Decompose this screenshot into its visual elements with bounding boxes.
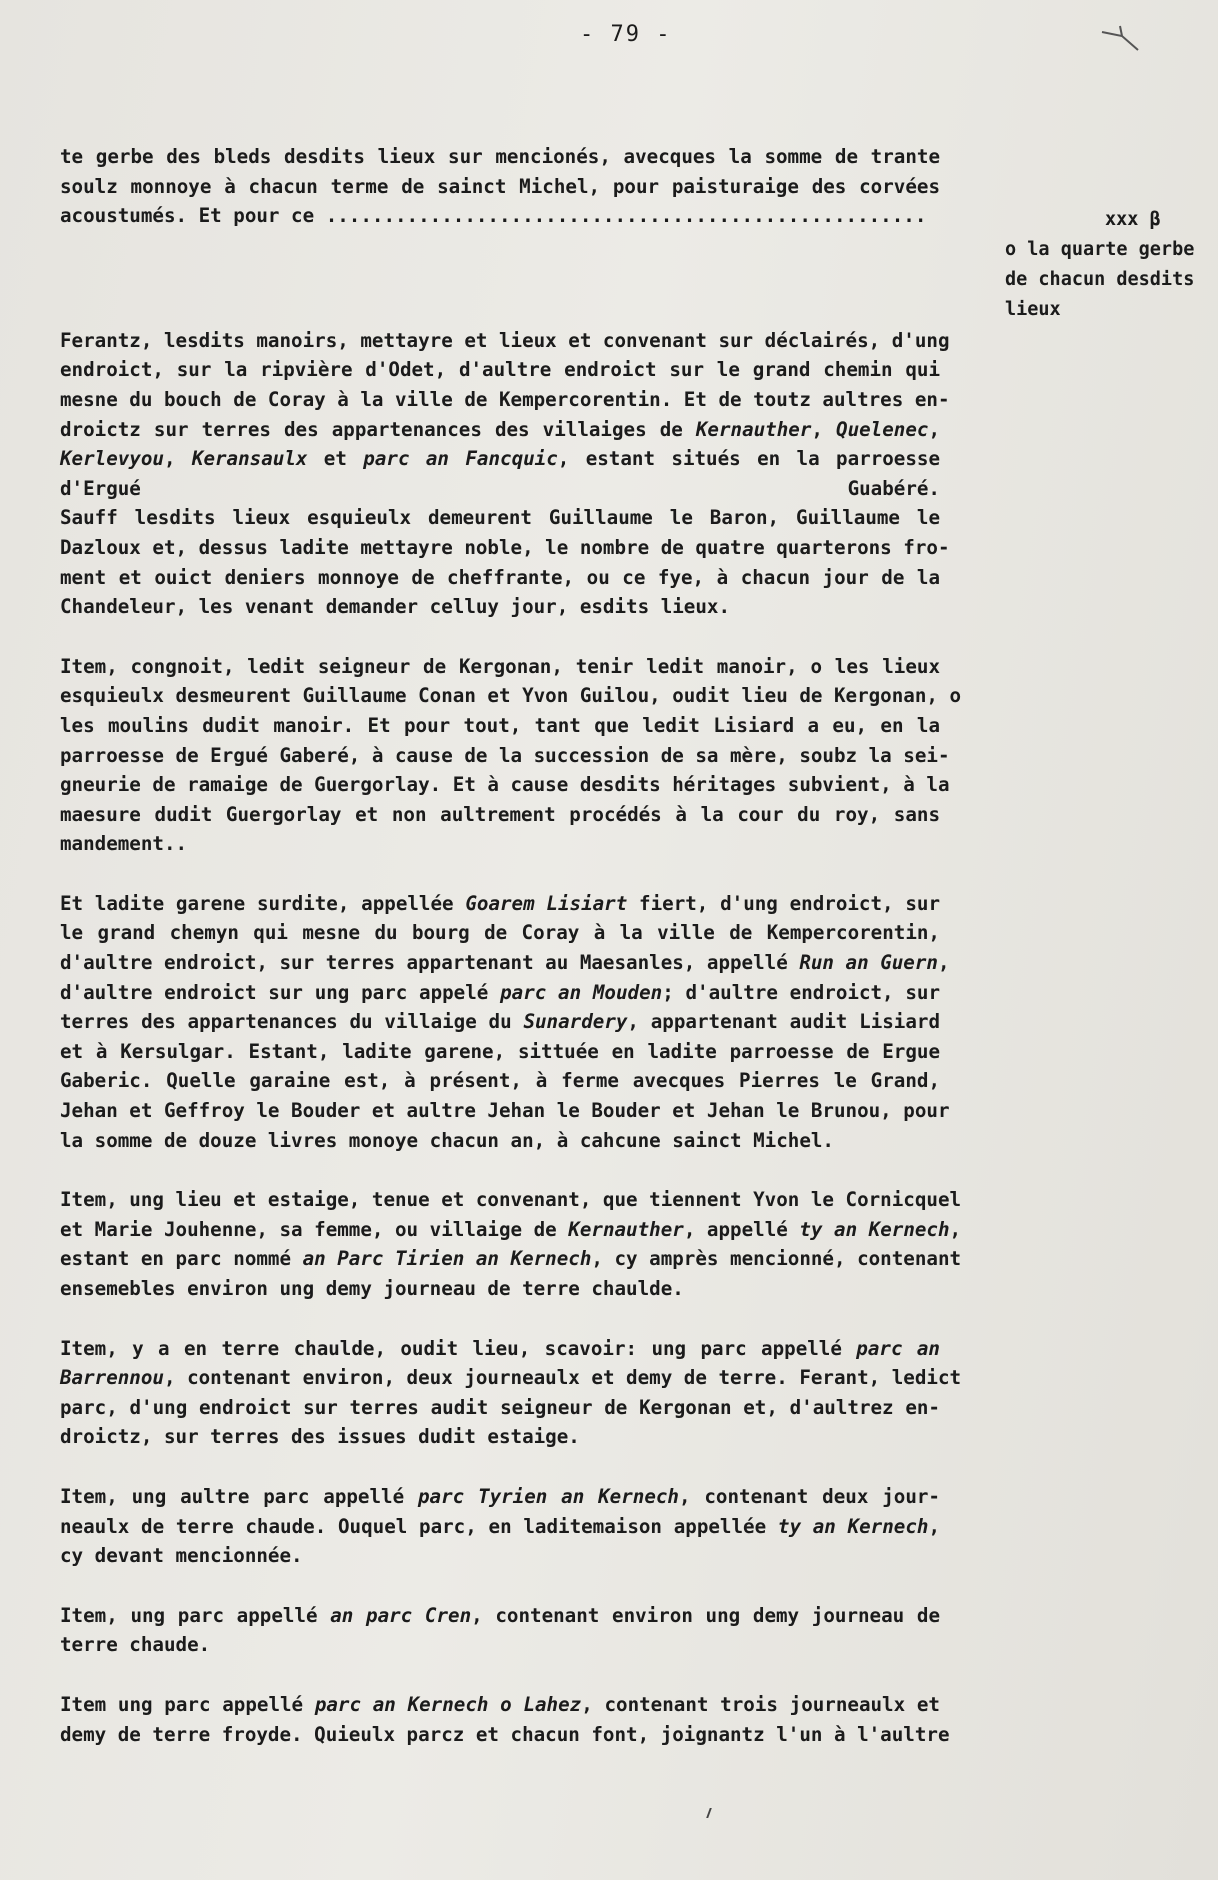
text-line: Ferantz, lesdits manoirs, mettayre et lieux et convenant sur déclairés, d'ung xyxy=(60,328,950,352)
text-line: maesure dudit Guergorlay et non aultrement procédés à la cour du roy, sans xyxy=(60,802,940,826)
text-line: mandement.. xyxy=(60,832,188,856)
text-line: parc, d'ung endroict sur terres audit seigneur de Kergonan et, d'aultrez en- xyxy=(60,1395,940,1419)
text-line: et à Kersulgar. Estant, ladite garene, sittuée en ladite parroesse de Ergue xyxy=(60,1039,940,1063)
text-line: droictz, sur terres des issues dudit estaige. xyxy=(60,1425,580,1449)
margin-note-line: de chacun desdits xyxy=(1005,269,1195,290)
text-line: endroict, sur la ripvière d'Odet, d'aultre endroict sur le grand chemin qui xyxy=(60,358,940,382)
text-line: estant en parc nommé an Parc Tirien an Kernech, cy amprès mencionné, contenant xyxy=(60,1247,962,1271)
text-line: Item, ung lieu et estaige, tenue et convenant, que tiennent Yvon le Cornicquel xyxy=(60,1188,962,1212)
margin-note xyxy=(1005,205,1215,325)
text-line: Et ladite garene surdite, appellée Goarem Lisiart fiert, d'ung endroict, sur xyxy=(60,891,940,915)
margin-note-ref: xxx β xyxy=(1105,209,1161,230)
text-line: Item ung parc appellé parc an Kernech o Lahez, contenant trois journeaulx et xyxy=(60,1692,940,1716)
margin-note-line: o la quarte gerbe xyxy=(1005,239,1195,260)
text-line: neaulx de terre chaude. Ouquel parc, en laditemaison appellée ty an Kernech, xyxy=(60,1514,940,1538)
text-line: parroesse de Ergué Gaberé, à cause de la succession de sa mère, soubz la sei- xyxy=(60,743,950,767)
text-line: terres des appartenances du villaige du Sunardery, appartenant audit Lisiard xyxy=(60,1010,941,1034)
text-line: Jehan et Geffroy le Bouder et aultre Jehan le Bouder et Jehan le Brunou, pour xyxy=(60,1099,950,1123)
text-line: demy de terre froyde. Quieulx parcz et chacun font, joignantz l'un à l'aultre xyxy=(60,1722,950,1746)
text-line: Item, ung aultre parc appellé parc Tyrien an Kernech, contenant deux jour- xyxy=(60,1484,940,1508)
paragraph xyxy=(60,652,962,859)
text-line: acoustumés. Et pour ce .................................................... xyxy=(60,204,927,228)
paragraph xyxy=(60,1690,950,1749)
paragraph xyxy=(60,142,940,231)
text-line: soulz monnoye à chacun terme de sainct Michel, pour paisturaige des corvées xyxy=(60,174,940,198)
paragraph xyxy=(60,1334,962,1452)
text-line: le grand chemyn qui mesne du bourg de Coray à la ville de Kempercorentin, xyxy=(60,921,940,945)
text-line: les moulins dudit manoir. Et pour tout, tant que ledit Lisiard a eu, en la xyxy=(60,713,940,737)
text-line: et Marie Jouhenne, sa femme, ou villaige de Kernauther, appellé ty an Kernech, xyxy=(60,1217,962,1241)
text-line: d'Ergué Guabéré. xyxy=(60,476,940,500)
paragraph xyxy=(60,889,950,1155)
document-body xyxy=(60,142,962,1749)
text-line: Barrennou, contenant environ, deux journeaulx et demy de terre. Ferant, ledict xyxy=(60,1366,962,1390)
margin-note-line: lieux xyxy=(1005,299,1061,320)
corner-tick-mark xyxy=(1100,22,1140,52)
stray-mark xyxy=(706,1808,718,1818)
text-line: terre chaude. xyxy=(60,1633,211,1657)
text-line: ment et ouict deniers monnoye de cheffrante, ou ce fye, à chacun jour de la xyxy=(60,565,940,589)
paragraph xyxy=(60,1185,962,1303)
text-line: esquieulx desmeurent Guillaume Conan et Yvon Guilou, oudit lieu de Kergonan, o xyxy=(60,684,962,708)
text-line: gneurie de ramaige de Guergorlay. Et à cause desdits héritages subvient, à la xyxy=(60,773,950,797)
text-line: droictz sur terres des appartenances des villaiges de Kernauther, Quelenec, xyxy=(60,417,940,441)
text-line: Dazloux et, dessus ladite mettayre noble, le nombre de quatre quarterons fro- xyxy=(60,535,950,559)
paragraph xyxy=(60,1482,940,1571)
text-line: d'aultre endroict, sur terres appartenant au Maesanles, appellé Run an Guern, xyxy=(60,951,950,975)
paragraph xyxy=(60,1601,940,1660)
text-line: Item, ung parc appellé an parc Cren, contenant environ ung demy journeau de xyxy=(60,1603,940,1627)
text-line: cy devant mencionnée. xyxy=(60,1544,303,1568)
text-line: Item, y a en terre chaulde, oudit lieu, scavoir: ung parc appellé parc an xyxy=(60,1336,940,1360)
paragraph xyxy=(60,326,950,622)
text-line: la somme de douze livres monoye chacun an, à cahcune sainct Michel. xyxy=(60,1128,834,1152)
text-line: d'aultre endroict sur ung parc appelé parc an Mouden; d'aultre endroict, sur xyxy=(60,980,941,1004)
text-line: Sauff lesdits lieux esquieulx demeurent Guillaume le Baron, Guillaume le xyxy=(60,506,940,530)
text-line: Gaberic. Quelle garaine est, à présent, à ferme avecques Pierres le Grand, xyxy=(60,1069,940,1093)
page-number: - 79 - xyxy=(580,22,672,47)
text-line: mesne du bouch de Coray à la ville de Kempercorentin. Et de toutz aultres en- xyxy=(60,387,950,411)
text-line: Chandeleur, les venant demander celluy jour, esdits lieux. xyxy=(60,595,731,619)
text-line: Item, congnoit, ledit seigneur de Kergonan, tenir ledit manoir, o les lieux xyxy=(60,654,940,678)
text-line: te gerbe des bleds desdits lieux sur mencionés, avecques la somme de trante xyxy=(60,145,940,168)
text-line: ensemebles environ ung demy journeau de terre chaulde. xyxy=(60,1277,684,1300)
text-line: Kerlevyou, Keransaulx et parc an Fancquic, estant situés en la parroesse xyxy=(60,447,940,471)
